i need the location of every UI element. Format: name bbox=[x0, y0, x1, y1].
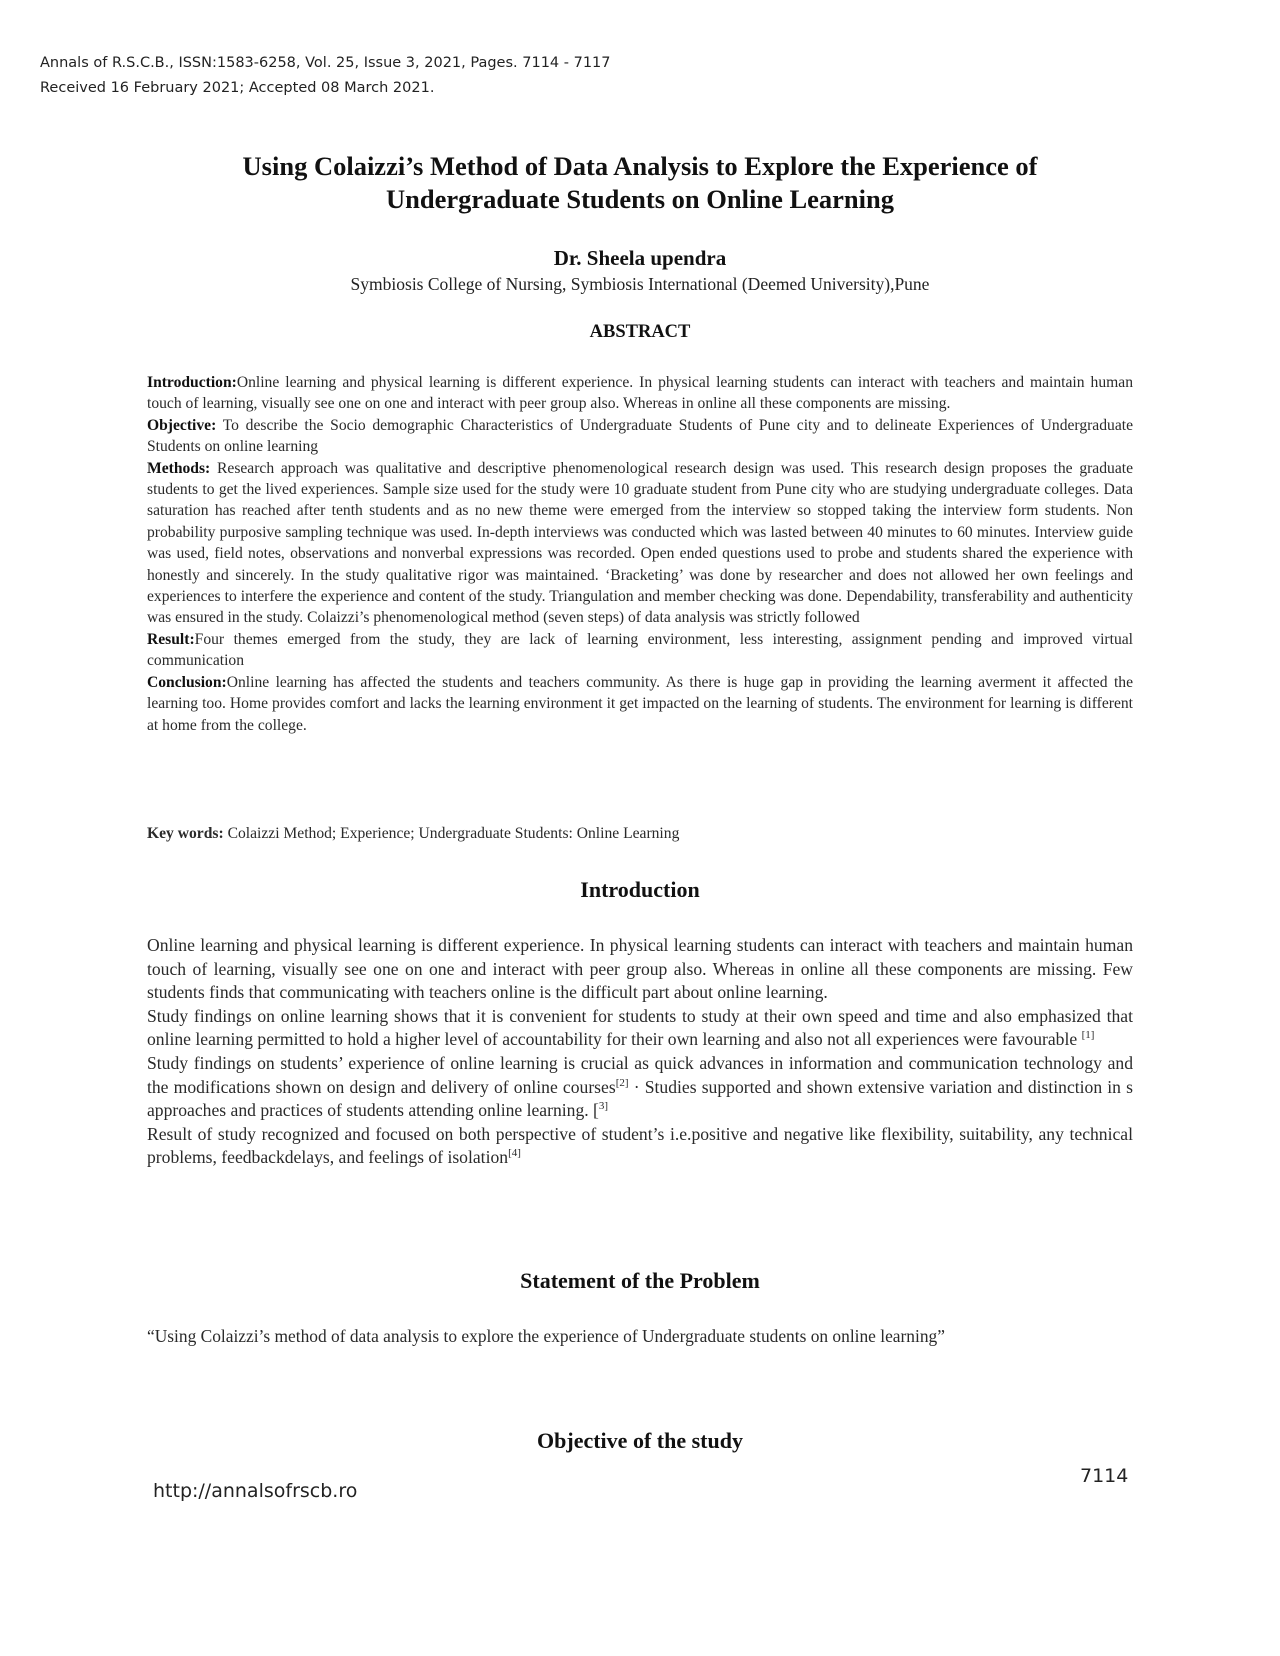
introduction-body bbox=[147, 934, 1133, 1170]
abstract-conclusion-text: Online learning has affected the students and teachers community. As there is huge gap in providing the learning averment it affected the learning too. Home provides comfort and lacks the learning environment it get impacted on the learning of students. The environment for learning is different at home from the college. bbox=[147, 673, 1133, 734]
introduction-paragraph-1: Online learning and physical learning is different experience. In physical learning students can interact with teachers and maintain human touch of learning, visually see one on one and interact with peer group also. Whereas in online all these components are missing. Few students finds that communicating with teachers online is the difficult part about online learning. bbox=[147, 935, 1133, 1003]
journal-citation: Annals of R.S.C.B., ISSN:1583-6258, Vol. 25, Issue 3, 2021, Pages. 7114 - 7117 bbox=[40, 55, 611, 71]
abstract-methods-label: Methods: bbox=[147, 459, 211, 477]
citation-ref-3: 3] bbox=[598, 1100, 609, 1113]
introduction-paragraph-3 bbox=[147, 1052, 1133, 1123]
abstract-introduction-text: Online learning and physical learning is different experience. In physical learning students can interact with teachers and maintain human touch of learning, visually see one on one and interact with peer group also. Whereas in online all these components are missing. bbox=[147, 374, 1133, 413]
introduction-paragraph-3-text-a: Study findings on students’ experience of online learning is crucial as quick advances in information and communication technology and the modifications shown on design and delivery of online courses bbox=[147, 1052, 1133, 1097]
keywords-text: Colaizzi Method; Experience; Undergraduate Students: Online Learning bbox=[223, 825, 680, 842]
introduction-heading: Introduction bbox=[580, 877, 700, 902]
abstract-body bbox=[147, 372, 1133, 736]
abstract-introduction-label: Introduction: bbox=[147, 374, 237, 391]
author-name: Dr. Sheela upendra bbox=[553, 246, 727, 270]
paper-title bbox=[140, 150, 1140, 216]
introduction-paragraph-2-text: Study findings on online learning shows that it is convenient for students to study at their own speed and time and also emphasized that online learning permitted to hold a higher level of accountability for their own learning and also not all experiences were favourable bbox=[147, 1005, 1133, 1050]
footer-url: http://annalsofrscb.ro bbox=[153, 1480, 358, 1502]
abstract-result bbox=[147, 629, 1133, 672]
introduction-paragraph-3-text-b: · Studies supported and shown extensive variation and distinction in s approaches and practices of students attending online learning. [ bbox=[147, 1076, 1133, 1121]
abstract-conclusion-label: Conclusion: bbox=[147, 673, 227, 691]
problem-statement-text: “Using Colaizzi’s method of data analysis to explore the experience of Undergraduate students on online learning” bbox=[147, 1326, 945, 1346]
abstract-objective-text: To describe the Socio demographic Characteristics of Undergraduate Students of Pune city and to delineate Experiences of Undergraduate Students on online learning bbox=[147, 416, 1133, 456]
citation-ref-1: [1] bbox=[1081, 1029, 1095, 1042]
paper-title-line-2: Undergraduate Students on Online Learning bbox=[386, 184, 894, 214]
problem-statement-heading: Statement of the Problem bbox=[520, 1268, 760, 1293]
author-affiliation: Symbiosis College of Nursing, Symbiosis International (Deemed University),Pune bbox=[350, 274, 930, 294]
page-number: 7114 bbox=[1080, 1465, 1129, 1487]
paper-title-line-1: Using Colaizzi’s Method of Data Analysis to Explore the Experience of bbox=[242, 151, 1038, 181]
objective-heading: Objective of the study bbox=[537, 1428, 743, 1453]
abstract-objective-label: Objective: bbox=[147, 416, 217, 434]
received-accepted-dates: Received 16 February 2021; Accepted 08 March 2021. bbox=[40, 80, 435, 96]
abstract-methods-text: Research approach was qualitative and descriptive phenomenological research design was used. This research design proposes the graduate students to get the lived experiences. Sample size used for the study were 10 graduate student from Pune city who are studying undergraduate colleges. Data saturation has reached after tenth students and as no new theme were emerged from the interview so stopped taking the interview form students. Non probability purposive sampling technique was used. In-depth interviews was conducted which was lasted between 40 minutes to 60 minutes. Interview guide was used, field notes, observations and nonverbal expressions was recorded. Open ended questions used to probe and students shared the experience with honestly and sincerely. In the study qualitative rigor was maintained. ‘Bracketing’ was done by researcher and does not allowed her own feelings and experiences to interfere the experience and content of the study. Triangulation and member checking was done. Dependability, transferability and authenticity was ensured in the study. Colaizzi’s phenomenological method (seven steps) of data analysis was strictly followed bbox=[147, 459, 1133, 627]
abstract-result-text: Four themes emerged from the study, they are lack of learning environment, less interesting, assignment pending and improved virtual communication bbox=[147, 630, 1133, 670]
keywords-label: Key words: bbox=[147, 825, 224, 842]
citation-ref-2: [2] bbox=[615, 1076, 629, 1089]
abstract-objective bbox=[147, 415, 1133, 458]
abstract-introduction bbox=[147, 372, 1133, 415]
abstract-methods bbox=[147, 458, 1133, 629]
introduction-paragraph-2 bbox=[147, 1005, 1133, 1052]
citation-ref-4: [4] bbox=[508, 1147, 521, 1160]
abstract-heading: ABSTRACT bbox=[589, 322, 691, 342]
introduction-paragraph-4-text: Result of study recognized and focused on both perspective of student’s i.e.positive and negative like flexibility, suitability, any technical problems, feedbackdelays, and feelings of isolation bbox=[147, 1123, 1133, 1168]
abstract-conclusion bbox=[147, 672, 1133, 736]
introduction-paragraph-4 bbox=[147, 1123, 1133, 1170]
keywords bbox=[147, 825, 1133, 843]
abstract-result-label: Result: bbox=[147, 630, 195, 648]
